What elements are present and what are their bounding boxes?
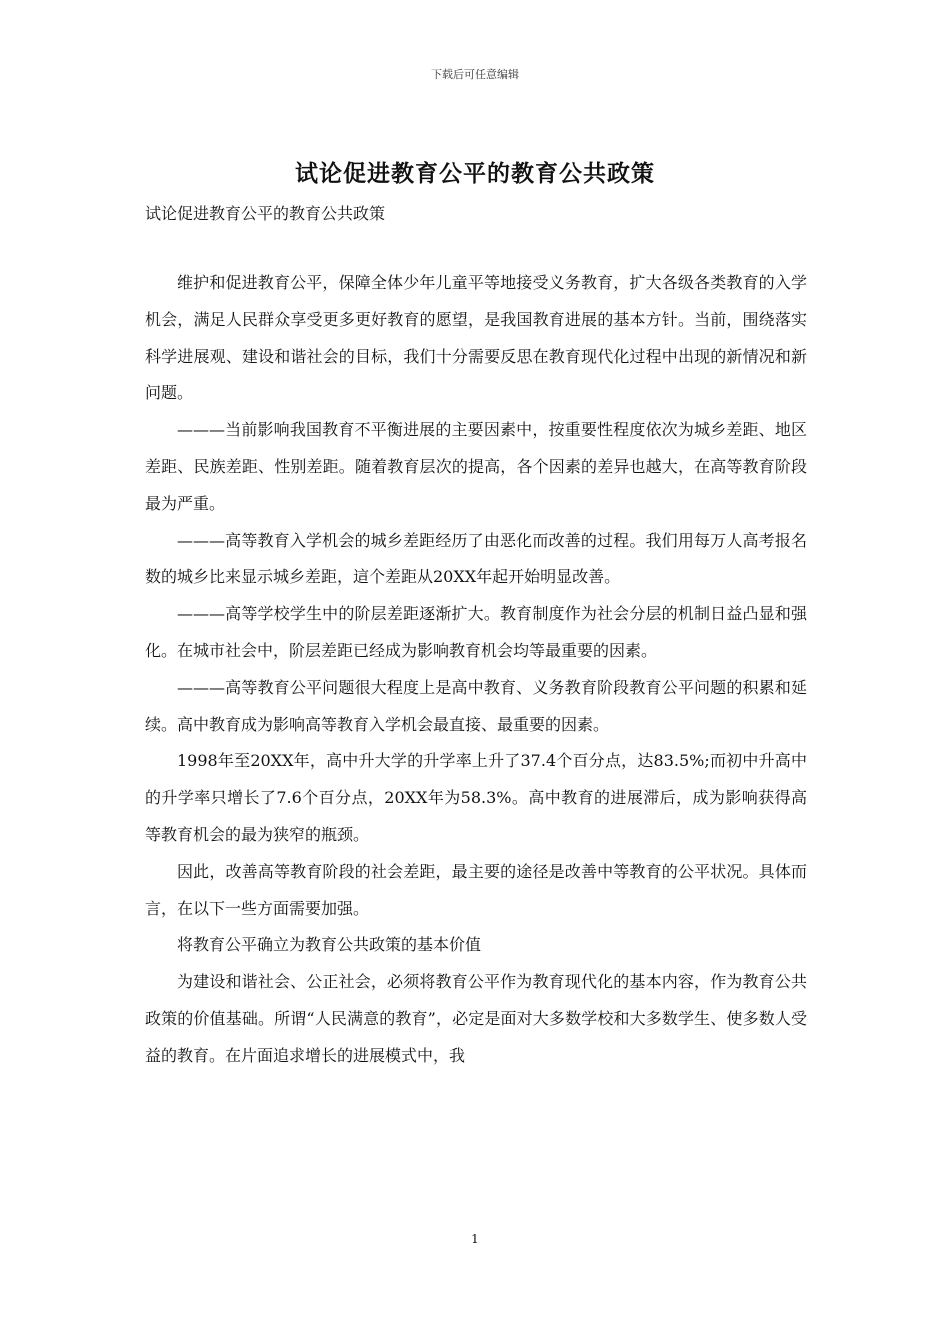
paragraph: 1998年至20XX年，高中升大学的升学率上升了37.4个百分点，达83.5%;而初中升高中的升学率只增长了7.6个百分点，20XX年为58.3%。高中教育的进展滞后，成为影响获得高等教育机会的最为狭窄的瓶颈。 (145, 751, 807, 844)
paragraph: ———高等教育公平问题很大程度上是高中教育、义务教育阶段教育公平问题的积累和延续。高中教育成为影响高等教育入学机会最直接、最重要的因素。 (145, 677, 807, 734)
paragraph: ———高等教育入学机会的城乡差距经历了由恶化而改善的过程。我们用每万人高考报名数的城乡比来显示城乡差距，這个差距从20XX年起开始明显改善。 (145, 530, 807, 587)
document-subtitle: 试论促进教育公平的教育公共政策 (145, 204, 386, 223)
paragraph: 因此，改善高等教育阶段的社会差距，最主要的途径是改善中等教育的公平状况。具体而言，在以下一些方面需要加强。 (145, 861, 807, 918)
page-header-note: 下载后可任意编辑 (431, 68, 519, 81)
paragraph: 维护和促进教育公平，保障全体少年儿童平等地接受义务教育，扩大各级各类教育的入学机会，满足人民群众享受更多更好教育的愿望，是我国教育进展的基本方针。当前，围绕落实科学进展观、建设和谐社会的目标，我们十分需要反思在教育现代化过程中出现的新情况和新问题。 (145, 273, 807, 403)
document-body (145, 265, 807, 1075)
section-heading: 将教育公平确立为教育公共政策的基本价值 (177, 935, 482, 955)
paragraph: ———当前影响我国教育不平衡进展的主要因素中，按重要性程度依次为城乡差距、地区差距、民族差距、性别差距。随着教育层次的提高，各个因素的差异也越大，在高等教育阶段最为严重。 (145, 420, 807, 513)
page-number: 1 (471, 1232, 479, 1246)
document-title: 试论促进教育公平的教育公共政策 (295, 160, 655, 187)
paragraph: ———高等学校学生中的阶层差距逐渐扩大。教育制度作为社会分层的机制日益凸显和强化。在城市社会中，阶层差距已经成为影响教育机会均等最重要的因素。 (145, 604, 807, 660)
paragraph: 为建设和谐社会、公正社会，必须将教育公平作为教育现代化的基本内容，作为教育公共政策的价值基础。所谓“人民满意的教育”，必定是面对大多数学校和大多数学生、使多数人受益的教育。在片面追求增长的进展模式中，我 (145, 972, 807, 1065)
